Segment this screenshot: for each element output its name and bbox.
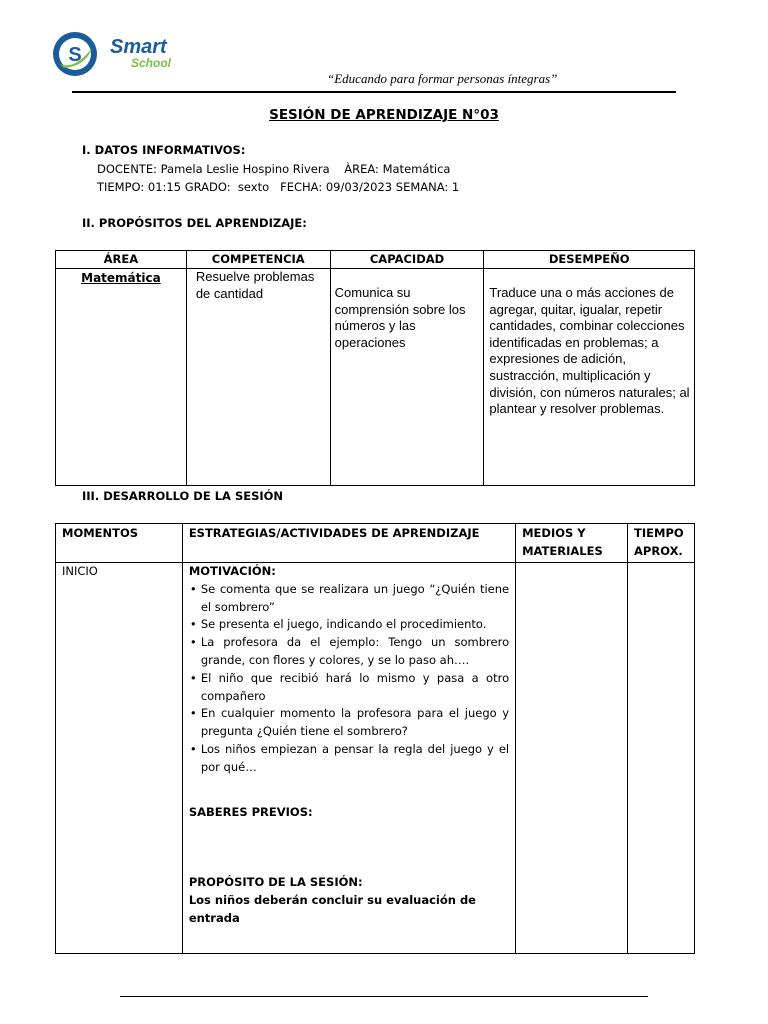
list-item: • El niño que recibió hará lo mismo y pasa a otro compañero [201,670,509,706]
cell-area: Matemática [56,269,187,486]
col-tiempo: TIEMPO APROX. [628,524,695,563]
desarrollo-table [55,523,695,954]
propositos-table [55,250,695,486]
table-header-row [56,524,695,563]
school-motto: “Educando para formar personas íntegras” [327,71,558,86]
logo-name: Smart [110,36,167,58]
col-medios: MEDIOS Y MATERIALES [516,524,628,563]
list-item: • Se comenta que se realizara un juego “¿Quién tiene el sombrero” [201,581,509,617]
list-item: • Los niños empiezan a pensar la regla del juego y el por qué… [201,741,509,777]
header-divider [72,91,676,93]
list-item: • La profesora da el ejemplo: Tengo un sombrero grande, con flores y colores, y se lo paso ah…. [201,634,509,670]
saberes-title: SABERES PREVIOS: [188,804,313,819]
col-competencia: COMPETENCIA [186,251,330,269]
section-datos-heading: I. DATOS INFORMATIVOS: [82,143,246,157]
col-estrategias: ESTRATEGIAS/ACTIVIDADES DE APRENDIZAJE [182,524,515,563]
col-area: ÁREA [56,251,187,269]
list-item: • En cualquier momento la profesora para el juego y pregunta ¿Quién tiene el sombrero? [201,705,509,741]
info-tiempo-line: TIEMPO: 01:15 GRADO: sexto FECHA: 09/03/2023 SEMANA: 1 [97,180,460,194]
section-propositos-heading: II. PROPÓSITOS DEL APRENDIZAJE: [82,216,307,230]
page-title: SESIÓN DE APRENDIZAJE N°03 [269,107,499,123]
table-row [56,563,695,954]
cell-actividades [182,563,515,954]
info-docente-line: DOCENTE: Pamela Leslie Hospino Rivera ÀREA: Matemática [97,162,451,176]
list-item: • Se presenta el juego, indicando el procedimiento. [201,616,509,634]
table-row [56,269,695,486]
motivacion-list [189,581,509,777]
col-capacidad: CAPACIDAD [330,251,484,269]
table-header-row [56,251,695,269]
logo-sub: School [131,56,172,70]
cell-medios [516,563,628,954]
cell-tiempo [628,563,695,954]
col-momentos: MOMENTOS [56,524,183,563]
proposito-title: PROPÓSITO DE LA SESIÓN: [188,875,363,890]
section-desarrollo-heading: III. DESARROLLO DE LA SESIÓN [82,489,284,503]
cell-capacidad: Comunica su comprensión sobre los números y las operaciones [330,269,484,486]
proposito-text: Los niños deberán concluir su evaluación de entrada [188,893,476,925]
cell-competencia: Resuelve problemas de cantidad [186,269,330,486]
col-desempeno: DESEMPEÑO [484,251,695,269]
cell-desempeno: Traduce una o más acciones de agregar, quitar, igualar, repetir cantidades, combinar colecciones identificadas en problemas; a expresiones de adición, sustracción, multiplicación y división, con números naturales; al plantear y resolver problemas. [484,269,695,486]
cell-momento: INICIO [56,563,183,954]
motivacion-title: MOTIVACIÓN: [188,564,276,578]
footer-divider [120,996,648,997]
svg-text:S: S [68,44,82,66]
